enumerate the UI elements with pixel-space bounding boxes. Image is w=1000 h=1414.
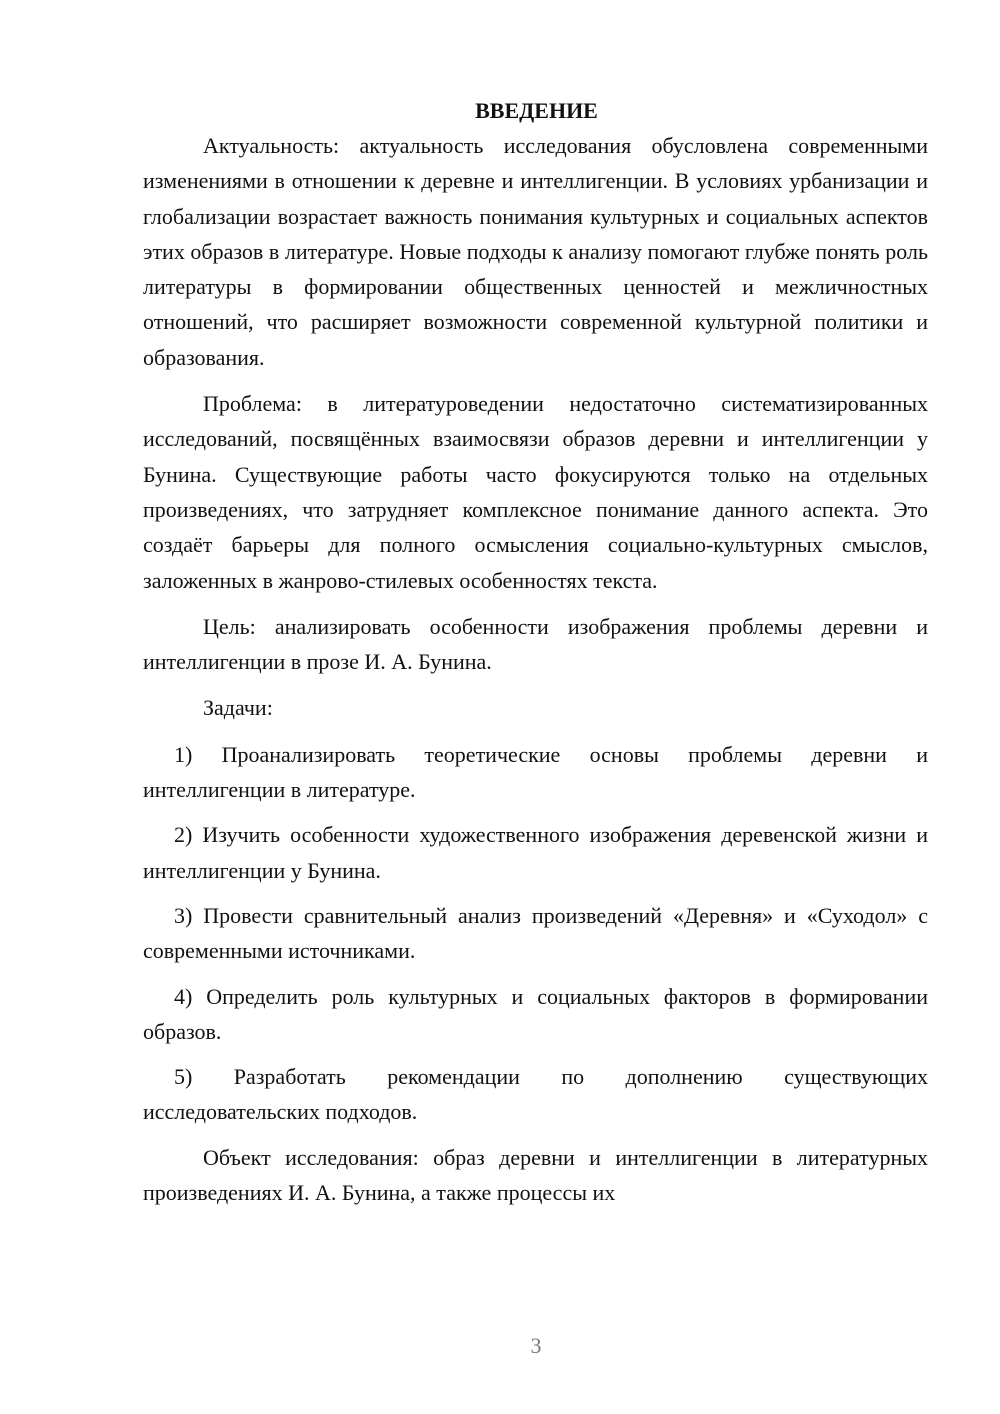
tasks-label: Задачи:	[203, 695, 273, 721]
task-item: 4) Определить роль культурных и социальных факторов в формировании образов.	[143, 983, 928, 1044]
problem-paragraph: Проблема: в литературоведении недостаточно систематизированных исследований, посвящённых взаимосвязи образов деревни и интеллигенции у Бунина. Существующие работы часто фокусируются только на отдельных произведениях, что затрудняет комплексное понимание данного аспекта. Это создаёт барьеры для полного осмысления социально-культурных смыслов, заложенных в жанрово-стилевых особенностях текста.	[143, 391, 928, 593]
goal-paragraph: Цель: анализировать особенности изображения проблемы деревни и интеллигенции в прозе И. А. Бунина.	[143, 613, 928, 675]
task-item: 1) Проанализировать теоретические основы проблемы деревни и интеллигенции в литературе.	[143, 741, 928, 803]
document-page	[143, 88, 928, 1221]
object-paragraph: Объект исследования: образ деревни и интеллигенции в литературных произведениях И. А. Бунина, а также процессы их	[143, 1144, 928, 1206]
task-item: 3) Провести сравнительный анализ произведений «Деревня» и «Суходол» с современными источниками.	[143, 902, 928, 964]
task-item: 2) Изучить особенности художественного изображения деревенской жизни и интеллигенции у Бунина.	[143, 822, 928, 883]
page-number: 3	[530, 1333, 542, 1358]
section-heading: ВВЕДЕНИЕ	[475, 98, 598, 123]
relevance-paragraph: Актуальность: актуальность исследования обусловлена современными изменениями в отношении к деревне и интеллигенции. В условиях урбанизации и глобализации возрастает важность понимания культурных и социальных аспектов этих образов в литературе. Новые подходы к анализу помогают глубже понять роль литературы в формировании общественных ценностей и межличностных отношений, что расширяет возможности современной культурной политики и образования.	[143, 133, 928, 370]
task-item: 5) Разработать рекомендации по дополнению существующих исследовательских подходов.	[143, 1064, 928, 1125]
